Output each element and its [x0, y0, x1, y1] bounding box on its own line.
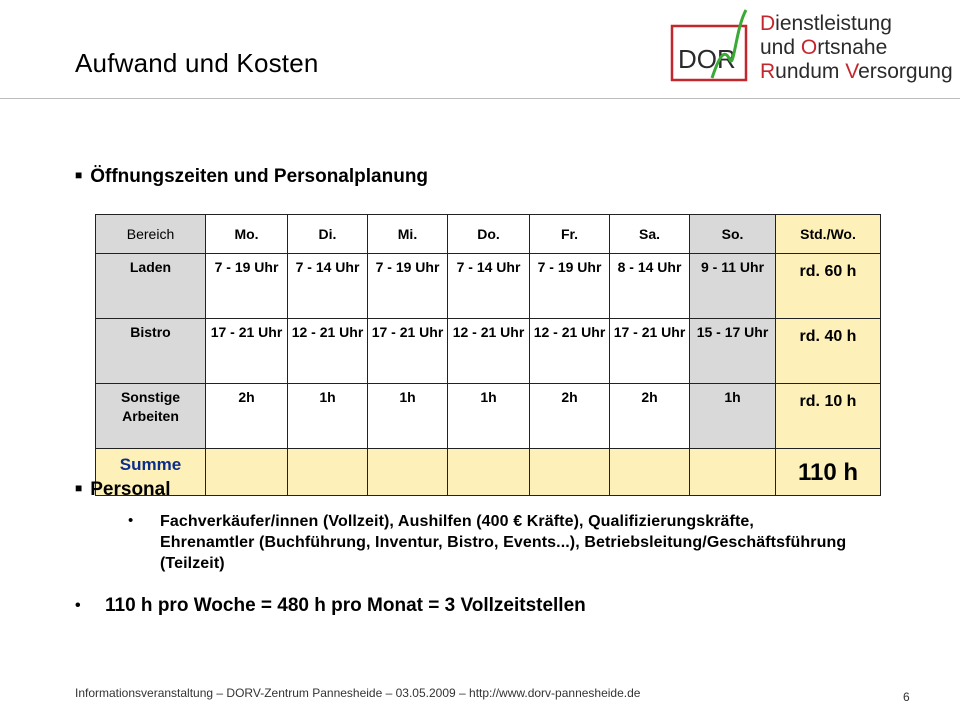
table-cell: 7 - 14 Uhr [448, 254, 530, 319]
table-cell: 7 - 14 Uhr [288, 254, 368, 319]
footer-text: Informationsveranstaltung – DORV-Zentrum Pannesheide – 03.05.2009 – http://www.dorv-pannesheide.de [75, 686, 641, 700]
table-cell: 15 - 17 Uhr [690, 319, 776, 384]
header-cell: Bereich [96, 215, 206, 254]
table-cell: 1h [448, 384, 530, 449]
sum-empty-cell [448, 449, 530, 496]
table-cell: 12 - 21 Uhr [448, 319, 530, 384]
table-cell: 1h [288, 384, 368, 449]
sum-empty-cell [368, 449, 448, 496]
row-label: Bistro [96, 319, 206, 384]
header-cell: Std./Wo. [776, 215, 881, 254]
table-cell: 9 - 11 Uhr [690, 254, 776, 319]
page-number: 6 [903, 690, 910, 704]
sum-label: Summe [96, 449, 206, 496]
table-cell: 12 - 21 Uhr [288, 319, 368, 384]
sum-row [96, 449, 881, 496]
row-total: rd. 60 h [776, 254, 881, 319]
header-cell: Di. [288, 215, 368, 254]
header-cell: So. [690, 215, 776, 254]
row-total: rd. 40 h [776, 319, 881, 384]
sum-empty-cell [690, 449, 776, 496]
sum-empty-cell [530, 449, 610, 496]
bullet-dot-icon: • [75, 597, 81, 614]
header-cell: Mo. [206, 215, 288, 254]
logo-line-3: Rundum Versorgung [760, 60, 953, 83]
table-row [96, 319, 881, 384]
table-cell: 2h [206, 384, 288, 449]
table-cell: 2h [610, 384, 690, 449]
sum-empty-cell [288, 449, 368, 496]
conclusion-statement: • 110 h pro Woche = 480 h pro Monat = 3 Vollzeitstellen [75, 595, 586, 616]
table-cell: 17 - 21 Uhr [206, 319, 288, 384]
table-cell: 1h [690, 384, 776, 449]
header-cell: Sa. [610, 215, 690, 254]
sum-empty-cell [206, 449, 288, 496]
table-row [96, 384, 881, 449]
row-total: rd. 10 h [776, 384, 881, 449]
table-cell: 7 - 19 Uhr [206, 254, 288, 319]
table-cell: 7 - 19 Uhr [530, 254, 610, 319]
square-bullet-icon: ■ [75, 481, 83, 495]
row-label: Laden [96, 254, 206, 319]
logo-line-2: und Ortsnahe [760, 36, 888, 59]
table-cell: 8 - 14 Uhr [610, 254, 690, 319]
table-cell: 17 - 21 Uhr [610, 319, 690, 384]
header-cell: Fr. [530, 215, 610, 254]
section-personnel: ■ Personal [75, 479, 171, 500]
table-cell: 17 - 21 Uhr [368, 319, 448, 384]
table-cell: 7 - 19 Uhr [368, 254, 448, 319]
header-divider [0, 98, 960, 99]
table-cell: 2h [530, 384, 610, 449]
logo-wordmark [760, 12, 953, 84]
personnel-list-item: Fachverkäufer/innen (Vollzeit), Aushilfen (400 € Kräfte), Qualifizierungskräfte, Ehrenamtler (Buchführung, Inventur, Bistro, Events...), Betriebsleitung/Geschäftsführung (Teilzeit) [160, 513, 847, 572]
row-label: Sonstige Arbeiten [96, 384, 206, 449]
sum-empty-cell [610, 449, 690, 496]
header-cell: Do. [448, 215, 530, 254]
square-bullet-icon: ■ [75, 168, 83, 182]
table-header-row [96, 215, 881, 254]
sum-total: 110 h [776, 449, 881, 496]
bullet-dot-icon: • [128, 512, 134, 529]
page-title: Aufwand und Kosten [75, 48, 319, 78]
section-opening-hours: ■ Öffnungszeiten und Personalplanung [75, 166, 429, 187]
logo-line-1: Dienstleistung [760, 12, 892, 35]
table-cell: 12 - 21 Uhr [530, 319, 610, 384]
header-cell: Mi. [368, 215, 448, 254]
table-row [96, 254, 881, 319]
staff-schedule-table [95, 214, 881, 496]
logo-mark-text: DOR [678, 44, 736, 74]
table-cell: 1h [368, 384, 448, 449]
